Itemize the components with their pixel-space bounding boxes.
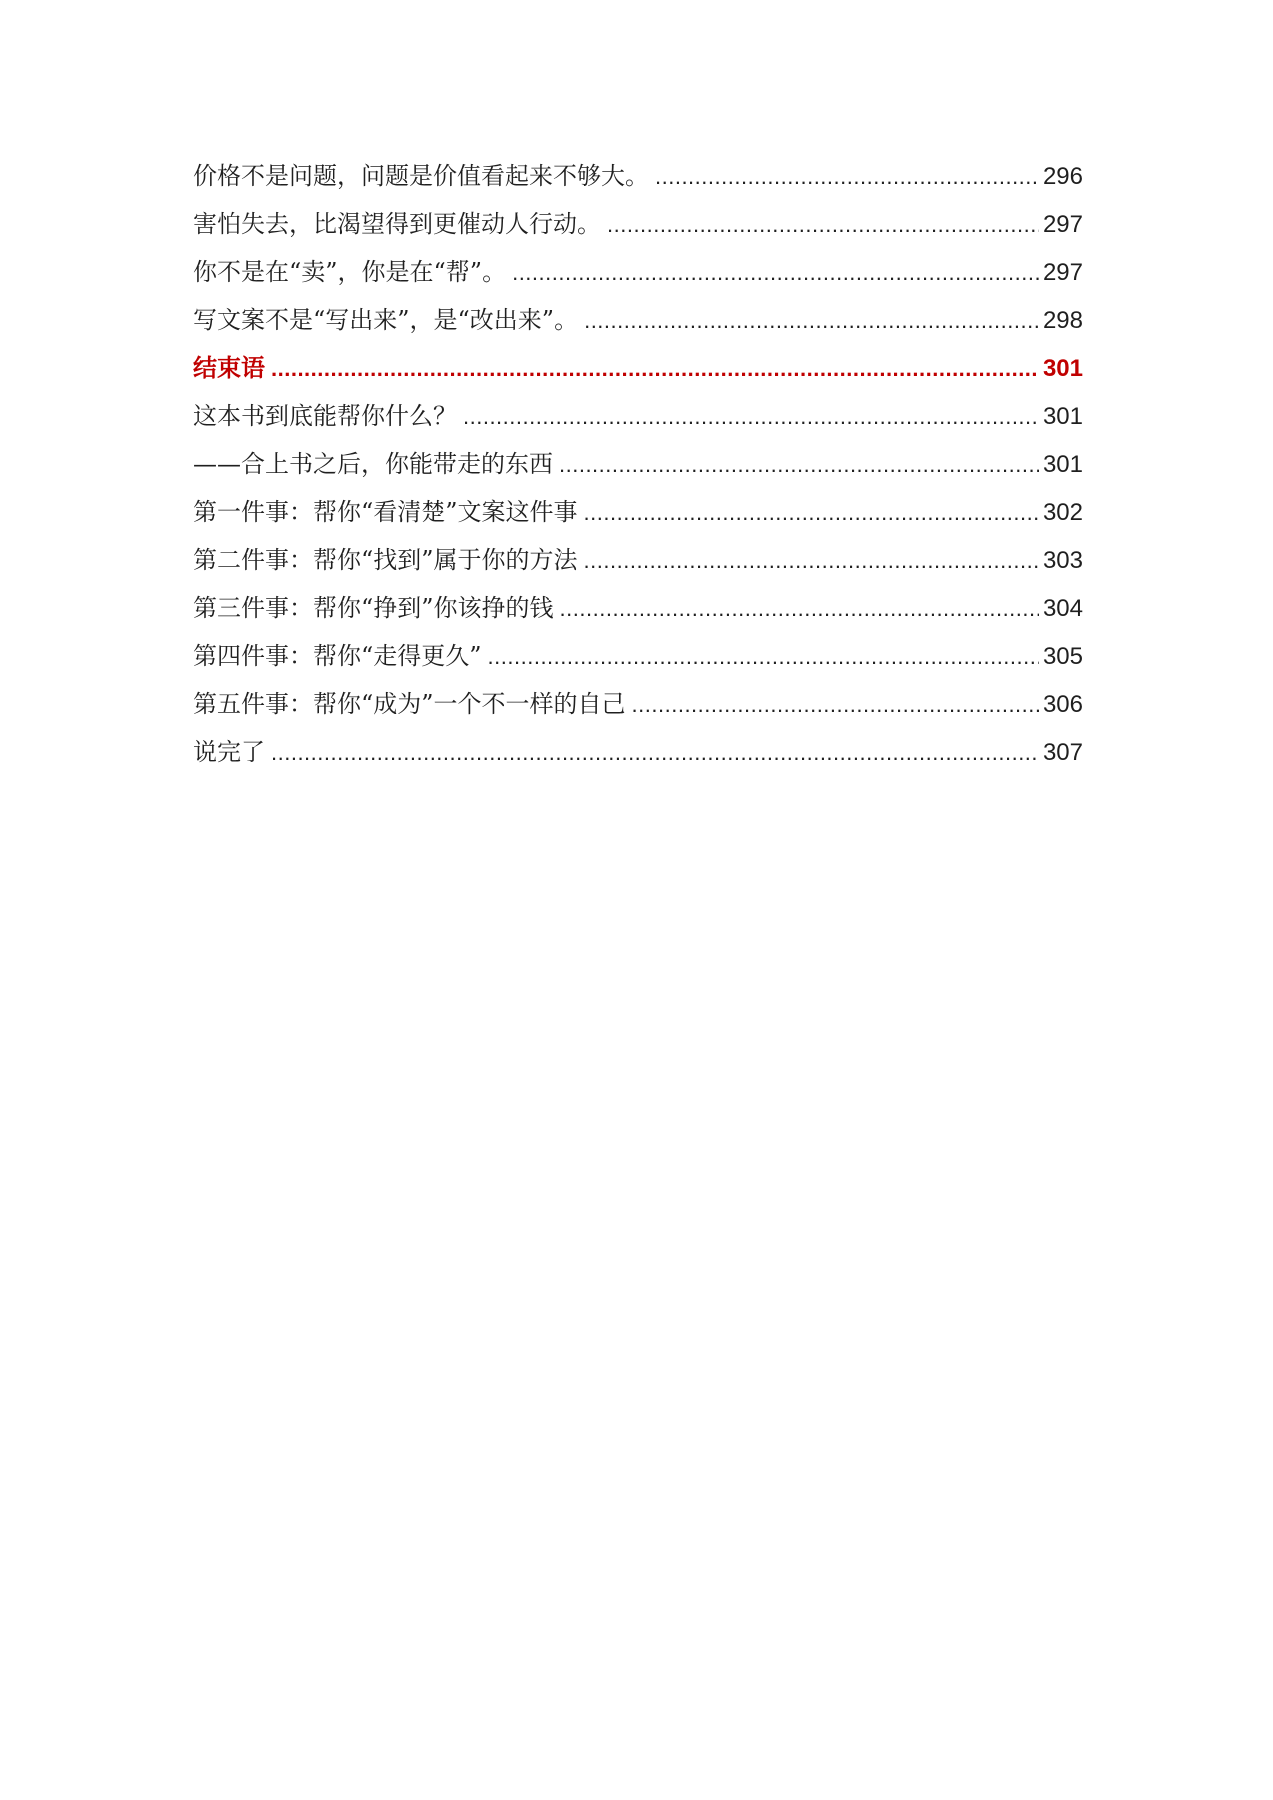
toc-page-number: 305 bbox=[1042, 643, 1083, 670]
toc-entry[interactable] bbox=[193, 296, 1083, 344]
toc-dot-leader bbox=[488, 633, 1039, 681]
toc-entry[interactable] bbox=[193, 200, 1083, 248]
toc-dot-leader bbox=[463, 393, 1039, 441]
toc-dot-leader bbox=[559, 441, 1039, 489]
toc-dot-leader bbox=[584, 537, 1039, 585]
toc-dot-leader bbox=[271, 345, 1039, 393]
toc-entry[interactable] bbox=[193, 152, 1083, 200]
toc-page-number: 306 bbox=[1042, 691, 1083, 718]
toc-entry-title: 害怕失去，比渴望得到更催动人行动。 bbox=[193, 210, 601, 238]
toc-page-number: 307 bbox=[1042, 739, 1083, 766]
toc-entry[interactable] bbox=[193, 632, 1083, 680]
toc-dot-leader bbox=[632, 681, 1039, 729]
toc-entry[interactable] bbox=[193, 248, 1083, 296]
toc-section-heading[interactable] bbox=[193, 344, 1083, 392]
toc-page-number: 297 bbox=[1042, 211, 1083, 238]
toc-heading-title: 结束语 bbox=[193, 353, 265, 382]
toc-entry-title: 第一件事：帮你“看清楚”文案这件事 bbox=[193, 498, 578, 526]
toc-entry[interactable] bbox=[193, 392, 1083, 440]
toc-entry[interactable] bbox=[193, 584, 1083, 632]
toc-entry-title: 第四件事：帮你“走得更久” bbox=[193, 642, 482, 670]
toc-entry[interactable] bbox=[193, 680, 1083, 728]
toc-page-number: 301 bbox=[1042, 355, 1083, 382]
toc-entry-title: ——合上书之后，你能带走的东西 bbox=[193, 450, 553, 478]
toc-page-number: 301 bbox=[1042, 451, 1083, 478]
toc-page-number: 302 bbox=[1042, 499, 1083, 526]
toc-entry-title: 第二件事：帮你“找到”属于你的方法 bbox=[193, 546, 578, 574]
toc-dot-leader bbox=[584, 489, 1039, 537]
toc-entry-title: 你不是在“卖”，你是在“帮”。 bbox=[193, 258, 507, 286]
toc-dot-leader bbox=[512, 249, 1039, 297]
toc-dot-leader bbox=[560, 585, 1039, 633]
toc-entry-title: 价格不是问题，问题是价值看起来不够大。 bbox=[193, 162, 649, 190]
toc-dot-leader bbox=[271, 729, 1039, 777]
toc-page-number: 303 bbox=[1042, 547, 1083, 574]
toc-entry[interactable] bbox=[193, 728, 1083, 776]
toc-page-number: 304 bbox=[1042, 595, 1083, 622]
toc-entry[interactable] bbox=[193, 488, 1083, 536]
toc-page-number: 298 bbox=[1042, 307, 1083, 334]
table-of-contents bbox=[193, 152, 1083, 776]
toc-entry-title: 说完了 bbox=[193, 738, 265, 766]
toc-entry-title: 第三件事：帮你“挣到”你该挣的钱 bbox=[193, 594, 554, 622]
toc-dot-leader bbox=[655, 153, 1039, 201]
toc-entry[interactable] bbox=[193, 440, 1083, 488]
toc-dot-leader bbox=[607, 201, 1039, 249]
toc-entry[interactable] bbox=[193, 536, 1083, 584]
toc-entry-title: 第五件事：帮你“成为”一个不一样的自己 bbox=[193, 690, 626, 718]
toc-entry-title: 这本书到底能帮你什么？ bbox=[193, 402, 457, 430]
toc-page-number: 301 bbox=[1042, 403, 1083, 430]
toc-page-number: 297 bbox=[1042, 259, 1083, 286]
toc-dot-leader bbox=[584, 297, 1039, 345]
toc-page-number: 296 bbox=[1042, 163, 1083, 190]
toc-entry-title: 写文案不是“写出来”，是“改出来”。 bbox=[193, 306, 579, 334]
